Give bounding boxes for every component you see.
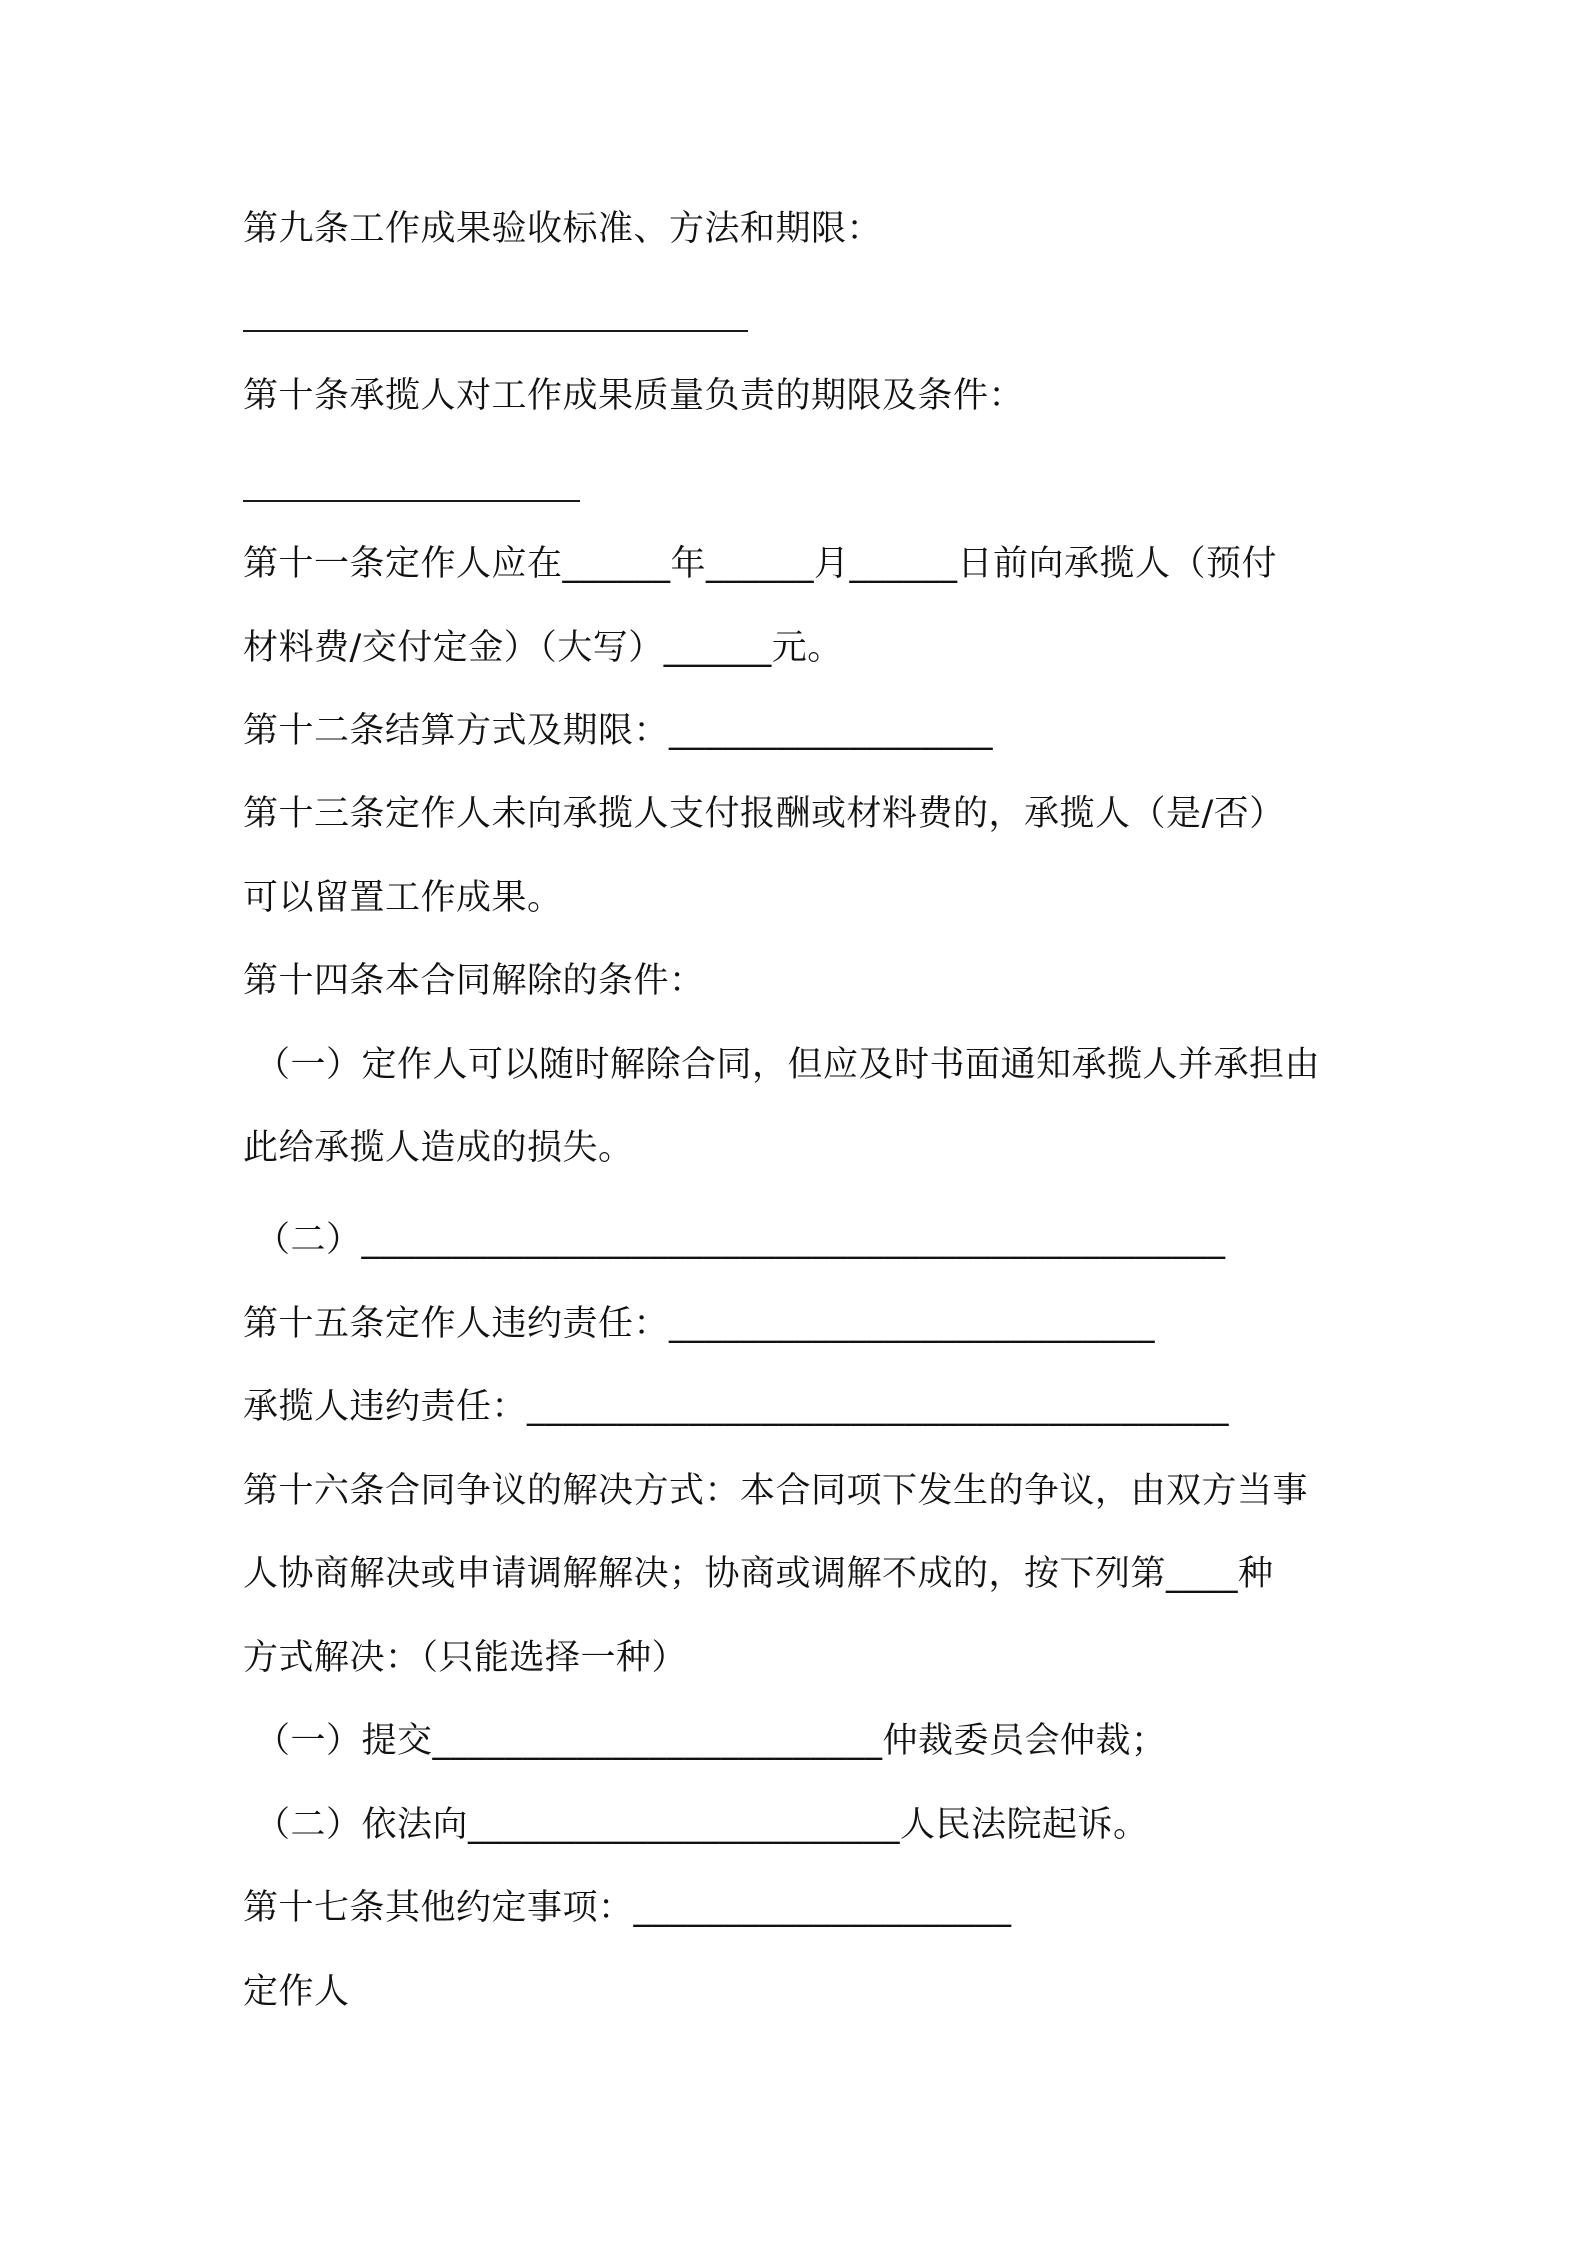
- clause-16-line-3: 方式解决：（只能选择一种）: [243, 1638, 688, 1678]
- clause-10-blank-line: [243, 500, 580, 502]
- clause-16-option-1: （一）提交_________________________仲裁委员会仲裁；: [255, 1721, 1167, 1761]
- clause-14-item-1-line-2: 此给承揽人造成的损失。: [243, 1128, 634, 1168]
- clause-16-line-1: 第十六条合同争议的解决方式：本合同项下发生的争议，由双方当事: [243, 1471, 1309, 1511]
- clause-11-line-2: 材料费/交付定金）（大写）______元。: [243, 628, 843, 668]
- clause-14-item-2: （二）________________________________________________: [255, 1220, 1226, 1260]
- clause-12: 第十二条结算方式及期限：__________________: [243, 711, 994, 751]
- clause-16-line-2: 人协商解决或申请调解解决；协商或调解不成的，按下列第____种: [243, 1554, 1274, 1594]
- clause-9-blank-line: [243, 330, 748, 332]
- clause-17: 第十七条其他约定事项：_____________________: [243, 1888, 1012, 1928]
- clause-13-line-1: 第十三条定作人未向承揽人支付报酬或材料费的，承揽人（是/否）: [243, 794, 1285, 834]
- clause-14-item-1-line-1: （一）定作人可以随时解除合同，但应及时书面通知承揽人并承担由: [255, 1045, 1321, 1085]
- signature-client-label: 定作人: [243, 1972, 350, 2012]
- clause-10-heading: 第十条承揽人对工作成果质量负责的期限及条件：: [243, 376, 1025, 416]
- clause-15-client: 第十五条定作人违约责任：___________________________: [243, 1304, 1156, 1344]
- clause-16-option-2: （二）依法向________________________人民法院起诉。: [255, 1805, 1149, 1845]
- clause-13-line-2: 可以留置工作成果。: [243, 878, 563, 918]
- clause-11-line-1: 第十一条定作人应在______年______月______日前向承揽人（预付: [243, 544, 1278, 584]
- clause-15-contractor: 承揽人违约责任：_______________________________________: [243, 1387, 1230, 1427]
- clause-14-heading: 第十四条本合同解除的条件：: [243, 961, 705, 1001]
- clause-9-heading: 第九条工作成果验收标准、方法和期限：: [243, 209, 883, 249]
